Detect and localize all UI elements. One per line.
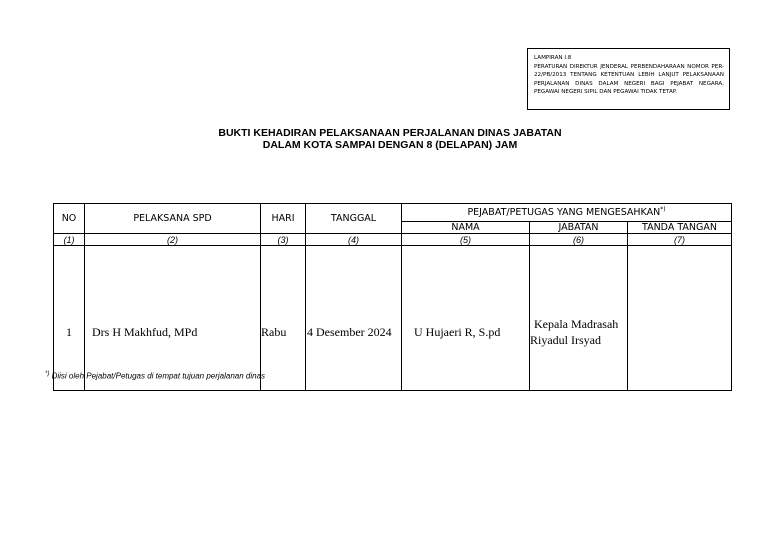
lampiran-title: LAMPIRAN I.8 [534, 55, 572, 61]
column-number: (2) [85, 234, 261, 246]
column-number: (6) [530, 234, 628, 246]
cell-hari: Rabu [261, 246, 306, 391]
lampiran-box [527, 48, 730, 110]
header-pejabat-mark: *) [660, 206, 666, 214]
header-pejabat [402, 204, 732, 222]
column-number: (3) [261, 234, 306, 246]
cell-jabatan-line2: Riyadul Irsyad [530, 333, 601, 347]
header-pejabat-label: PEJABAT/PETUGAS YANG MENGESAHKAN [467, 207, 661, 219]
column-number: (4) [306, 234, 402, 246]
footnote-mark: *) [45, 371, 50, 377]
document-title-line1: BUKTI KEHADIRAN PELAKSANAAN PERJALANAN DINAS JABATAN [218, 127, 562, 139]
cell-tanda-tangan [628, 246, 732, 391]
attendance-table [53, 203, 732, 391]
header-hari: HARI [261, 204, 306, 234]
cell-no: 1 [54, 246, 85, 391]
column-number: (7) [628, 234, 732, 246]
header-nama: NAMA [402, 222, 530, 234]
cell-jabatan [530, 246, 628, 391]
header-tanggal: TANGGAL [306, 204, 402, 234]
cell-pelaksana: Drs H Makhfud, MPd [85, 246, 261, 391]
header-row [54, 204, 732, 222]
column-number: (1) [54, 234, 85, 246]
footnote [45, 371, 265, 381]
document-title-line2: DALAM KOTA SAMPAI DENGAN 8 (DELAPAN) JAM [262, 139, 518, 151]
header-jabatan: JABATAN [530, 222, 628, 234]
cell-tanggal: 4 Desember 2024 [306, 246, 402, 391]
header-pelaksana: PELAKSANA SPD [85, 204, 261, 234]
column-number: (5) [402, 234, 530, 246]
cell-nama: U Hujaeri R, S.pd [402, 246, 530, 391]
header-ttd: TANDA TANGAN [628, 222, 732, 234]
footnote-text: Diisi oleh Pejabat/Petugas di tempat tujuan perjalanan dinas [51, 371, 266, 381]
column-number-row [54, 234, 732, 246]
lampiran-text: PERATURAN DIREKTUR JENDERAL PERBENDAHARAAN NOMOR PER-22/PB/2013 TENTANG KETENTUAN LEBIH LANJUT PELAKSANAAN PERJALANAN DINAS DALAM NEGERI BAGI PEJABAT NEGARA, PEGAWAI NEGERI SIPIL DAN PEGAWAI TIDAK TETAP. [534, 63, 724, 96]
table-row [54, 246, 732, 391]
header-no: NO [54, 204, 85, 234]
cell-jabatan-line1: Kepala Madrasah [534, 317, 619, 331]
